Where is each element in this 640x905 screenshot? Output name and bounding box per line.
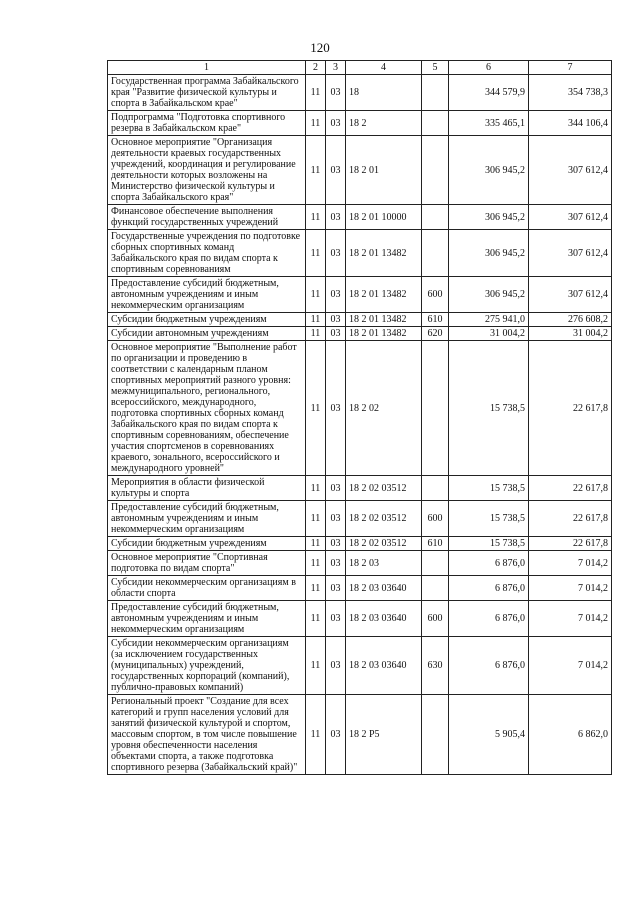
expense-type-code: 610 [422,537,449,551]
subsection-code: 03 [326,136,346,205]
budget-table [107,60,612,775]
amount-year-2: 7 014,2 [529,601,612,637]
target-article-code: 18 2 [346,111,422,136]
subsection-code: 03 [326,230,346,277]
table-row [108,230,612,277]
amount-year-2: 7 014,2 [529,637,612,695]
table-row [108,601,612,637]
section-code: 11 [306,501,326,537]
amount-year-1: 6 876,0 [449,576,529,601]
table-row [108,313,612,327]
table-row [108,537,612,551]
table-row [108,695,612,775]
target-article-code: 18 2 02 03512 [346,476,422,501]
section-code: 11 [306,205,326,230]
expense-type-code [422,205,449,230]
section-code: 11 [306,695,326,775]
expense-type-code: 600 [422,501,449,537]
amount-year-2: 307 612,4 [529,277,612,313]
table-row [108,136,612,205]
table-row [108,205,612,230]
section-code: 11 [306,313,326,327]
expense-type-code [422,551,449,576]
amount-year-2: 7 014,2 [529,551,612,576]
section-code: 11 [306,136,326,205]
amount-year-1: 31 004,2 [449,327,529,341]
expense-type-code [422,230,449,277]
amount-year-1: 15 738,5 [449,476,529,501]
amount-year-1: 6 876,0 [449,601,529,637]
row-name: Субсидии автономным учреждениям [108,327,306,341]
amount-year-2: 31 004,2 [529,327,612,341]
amount-year-1: 15 738,5 [449,501,529,537]
subsection-code: 03 [326,501,346,537]
row-name: Основное мероприятие "Организация деятельности краевых государственных учреждений, координация и регулирование деятельности которых возложены на Министерство физической культуры и спорта Забайкальского края" [108,136,306,205]
table-row [108,501,612,537]
amount-year-1: 15 738,5 [449,341,529,476]
section-code: 11 [306,601,326,637]
expense-type-code [422,111,449,136]
amount-year-1: 275 941,0 [449,313,529,327]
column-header: 6 [449,61,529,75]
table-row [108,576,612,601]
expense-type-code [422,341,449,476]
subsection-code: 03 [326,341,346,476]
target-article-code: 18 2 03 03640 [346,637,422,695]
expense-type-code: 620 [422,327,449,341]
subsection-code: 03 [326,476,346,501]
amount-year-1: 335 465,1 [449,111,529,136]
section-code: 11 [306,111,326,136]
expense-type-code: 610 [422,313,449,327]
amount-year-2: 6 862,0 [529,695,612,775]
target-article-code: 18 2 P5 [346,695,422,775]
table-row [108,327,612,341]
amount-year-2: 22 617,8 [529,537,612,551]
target-article-code: 18 2 02 03512 [346,501,422,537]
table-row [108,476,612,501]
expense-type-code [422,576,449,601]
row-name: Предоставление субсидий бюджетным, автономным учреждениям и иным некоммерческим организациям [108,277,306,313]
amount-year-1: 6 876,0 [449,637,529,695]
subsection-code: 03 [326,601,346,637]
amount-year-2: 354 738,3 [529,75,612,111]
target-article-code: 18 2 02 [346,341,422,476]
amount-year-1: 306 945,2 [449,230,529,277]
header-row [108,61,612,75]
row-name: Подпрограмма "Подготовка спортивного резерва в Забайкальском крае" [108,111,306,136]
section-code: 11 [306,576,326,601]
target-article-code: 18 2 03 [346,551,422,576]
section-code: 11 [306,637,326,695]
subsection-code: 03 [326,637,346,695]
column-header: 4 [346,61,422,75]
column-header: 1 [108,61,306,75]
row-name: Субсидии некоммерческим организациям (за исключением государственных (муниципальных) учреждений, государственных корпораций (компаний), публично-правовых компаний) [108,637,306,695]
row-name: Предоставление субсидий бюджетным, автономным учреждениям и иным некоммерческим организациям [108,501,306,537]
amount-year-1: 306 945,2 [449,277,529,313]
target-article-code: 18 2 03 03640 [346,576,422,601]
column-header: 3 [326,61,346,75]
amount-year-2: 22 617,8 [529,476,612,501]
target-article-code: 18 2 03 03640 [346,601,422,637]
column-header: 2 [306,61,326,75]
section-code: 11 [306,341,326,476]
amount-year-2: 7 014,2 [529,576,612,601]
subsection-code: 03 [326,576,346,601]
amount-year-2: 307 612,4 [529,136,612,205]
row-name: Государственные учреждения по подготовке сборных спортивных команд Забайкальского края по видам спорта к спортивным соревнованиям [108,230,306,277]
amount-year-1: 5 905,4 [449,695,529,775]
section-code: 11 [306,327,326,341]
target-article-code: 18 2 01 13482 [346,313,422,327]
expense-type-code: 600 [422,277,449,313]
amount-year-1: 6 876,0 [449,551,529,576]
expense-type-code: 630 [422,637,449,695]
row-name: Мероприятия в области физической культуры и спорта [108,476,306,501]
amount-year-2: 22 617,8 [529,341,612,476]
amount-year-1: 344 579,9 [449,75,529,111]
row-name: Субсидии бюджетным учреждениям [108,313,306,327]
row-name: Субсидии некоммерческим организациям в области спорта [108,576,306,601]
subsection-code: 03 [326,695,346,775]
subsection-code: 03 [326,313,346,327]
amount-year-1: 15 738,5 [449,537,529,551]
target-article-code: 18 2 01 13482 [346,327,422,341]
column-header: 7 [529,61,612,75]
amount-year-2: 344 106,4 [529,111,612,136]
table-row [108,111,612,136]
section-code: 11 [306,551,326,576]
amount-year-1: 306 945,2 [449,205,529,230]
row-name: Предоставление субсидий бюджетным, автономным учреждениям и иным некоммерческим организациям [108,601,306,637]
amount-year-2: 307 612,4 [529,205,612,230]
row-name: Основное мероприятие "Выполнение работ по организации и проведению в соответствии с календарным планом спортивных мероприятий разного уровня: межмуниципального, регионального, всероссийского, международного, подготовка спортивных сборных команд Забайкальского края по видам спорта к спортивным соревнованиям, обеспечение участия спортсменов в соревнованиях краевого, зонального, всероссийского и международного уровней" [108,341,306,476]
table-row [108,551,612,576]
page-number: 120 [310,40,330,55]
column-header: 5 [422,61,449,75]
subsection-code: 03 [326,551,346,576]
subsection-code: 03 [326,277,346,313]
table-row [108,637,612,695]
expense-type-code: 600 [422,601,449,637]
subsection-code: 03 [326,327,346,341]
target-article-code: 18 2 01 10000 [346,205,422,230]
row-name: Субсидии бюджетным учреждениям [108,537,306,551]
subsection-code: 03 [326,205,346,230]
target-article-code: 18 [346,75,422,111]
target-article-code: 18 2 01 13482 [346,230,422,277]
target-article-code: 18 2 01 13482 [346,277,422,313]
expense-type-code [422,476,449,501]
row-name: Основное мероприятие "Спортивная подготовка по видам спорта" [108,551,306,576]
target-article-code: 18 2 01 [346,136,422,205]
amount-year-1: 306 945,2 [449,136,529,205]
section-code: 11 [306,277,326,313]
table-row [108,277,612,313]
row-name: Региональный проект "Создание для всех категорий и групп населения условий для занятий физической культурой и спортом, массовым спортом, в том числе повышение уровня обеспеченности населения объектами спорта, а также подготовка спортивного резерва (Забайкальский край)" [108,695,306,775]
table-row [108,75,612,111]
section-code: 11 [306,476,326,501]
expense-type-code [422,136,449,205]
table-row [108,341,612,476]
subsection-code: 03 [326,111,346,136]
subsection-code: 03 [326,537,346,551]
expense-type-code [422,75,449,111]
expense-type-code [422,695,449,775]
row-name: Государственная программа Забайкальского края "Развитие физической культуры и спорта в Забайкальском крае" [108,75,306,111]
section-code: 11 [306,230,326,277]
row-name: Финансовое обеспечение выполнения функций государственных учреждений [108,205,306,230]
amount-year-2: 276 608,2 [529,313,612,327]
target-article-code: 18 2 02 03512 [346,537,422,551]
amount-year-2: 22 617,8 [529,501,612,537]
section-code: 11 [306,537,326,551]
subsection-code: 03 [326,75,346,111]
section-code: 11 [306,75,326,111]
amount-year-2: 307 612,4 [529,230,612,277]
